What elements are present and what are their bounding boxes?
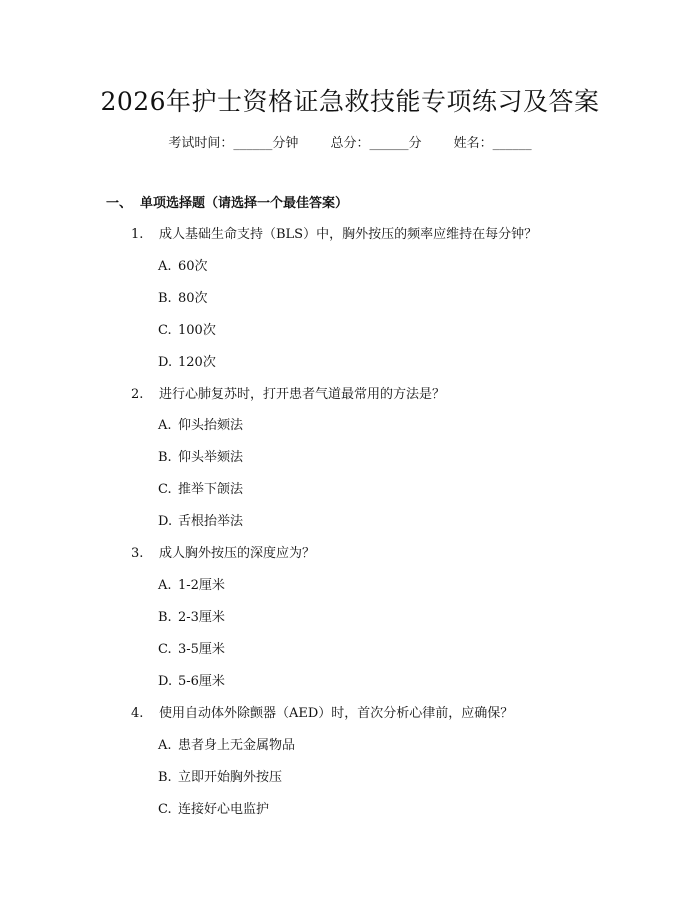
- student-name-label: 姓名：______: [453, 136, 532, 151]
- section-heading: [106, 192, 348, 211]
- question-3-option-c: [158, 638, 225, 657]
- question-1-option-b: [158, 287, 208, 306]
- option-text: 患者身上无金属物品: [178, 738, 296, 753]
- option-text: 80次: [178, 291, 208, 306]
- option-text: 2-3厘米: [178, 610, 225, 625]
- question-2-option-c: [158, 478, 243, 497]
- question-2-option-a: [158, 414, 243, 433]
- option-text: 立即开始胸外按压: [178, 770, 283, 785]
- option-text: 3-5厘米: [178, 642, 225, 657]
- option-letter: A.: [158, 418, 172, 433]
- question-text: 成人胸外按压的深度应为？: [159, 546, 316, 561]
- option-text: 连接好心电监护: [178, 802, 270, 817]
- option-text: 100次: [178, 323, 216, 338]
- document-title: 2026年护士资格证急救技能专项练习及答案: [100, 87, 600, 116]
- option-text: 舌根抬举法: [178, 514, 244, 529]
- question-1-option-c: [158, 319, 216, 338]
- question-text: 进行心肺复苏时，打开患者气道最常用的方法是？: [159, 387, 446, 402]
- question-4-option-b: [158, 766, 282, 785]
- option-letter: D.: [158, 514, 173, 529]
- option-text: 推举下颌法: [178, 482, 244, 497]
- option-letter: C.: [158, 802, 172, 817]
- question-1-option-a: [158, 255, 208, 274]
- question-2-option-d: [158, 510, 243, 529]
- option-text: 5-6厘米: [178, 674, 225, 689]
- option-letter: C.: [158, 642, 172, 657]
- question-2: [131, 383, 445, 402]
- option-text: 仰头举颏法: [178, 450, 244, 465]
- option-letter: B.: [158, 610, 172, 625]
- option-letter: B.: [158, 291, 172, 306]
- question-1-option-d: [158, 351, 216, 370]
- option-letter: A.: [158, 259, 172, 274]
- option-letter: C.: [158, 323, 172, 338]
- exam-time-label: 考试时间：______分钟: [168, 136, 299, 151]
- question-3: [131, 542, 315, 561]
- question-1: [131, 223, 537, 242]
- option-text: 1-2厘米: [178, 578, 225, 593]
- option-letter: B.: [158, 770, 172, 785]
- exam-meta-line: [0, 132, 700, 151]
- option-letter: D.: [158, 674, 173, 689]
- question-4-option-c: [158, 798, 269, 817]
- question-3-option-a: [158, 574, 225, 593]
- option-letter: B.: [158, 450, 172, 465]
- section-title: 单项选择题（请选择一个最佳答案）: [140, 196, 349, 211]
- question-2-option-b: [158, 446, 243, 465]
- question-4-option-a: [158, 734, 295, 753]
- question-3-option-d: [158, 670, 225, 689]
- question-number: 1.: [131, 227, 144, 242]
- total-score-label: 总分：______分: [330, 136, 422, 151]
- question-number: 4.: [131, 706, 144, 721]
- question-text: 使用自动体外除颤器（AED）时，首次分析心律前，应确保？: [159, 706, 514, 721]
- question-number: 2.: [131, 387, 144, 402]
- question-3-option-b: [158, 606, 225, 625]
- section-number: 一、: [106, 196, 133, 211]
- question-number: 3.: [131, 546, 144, 561]
- question-text: 成人基础生命支持（BLS）中，胸外按压的频率应维持在每分钟？: [159, 227, 538, 242]
- option-text: 120次: [178, 355, 216, 370]
- question-4: [131, 702, 513, 721]
- option-letter: D.: [158, 355, 173, 370]
- option-letter: A.: [158, 738, 172, 753]
- option-letter: C.: [158, 482, 172, 497]
- option-text: 60次: [178, 259, 208, 274]
- option-text: 仰头抬颏法: [178, 418, 244, 433]
- option-letter: A.: [158, 578, 172, 593]
